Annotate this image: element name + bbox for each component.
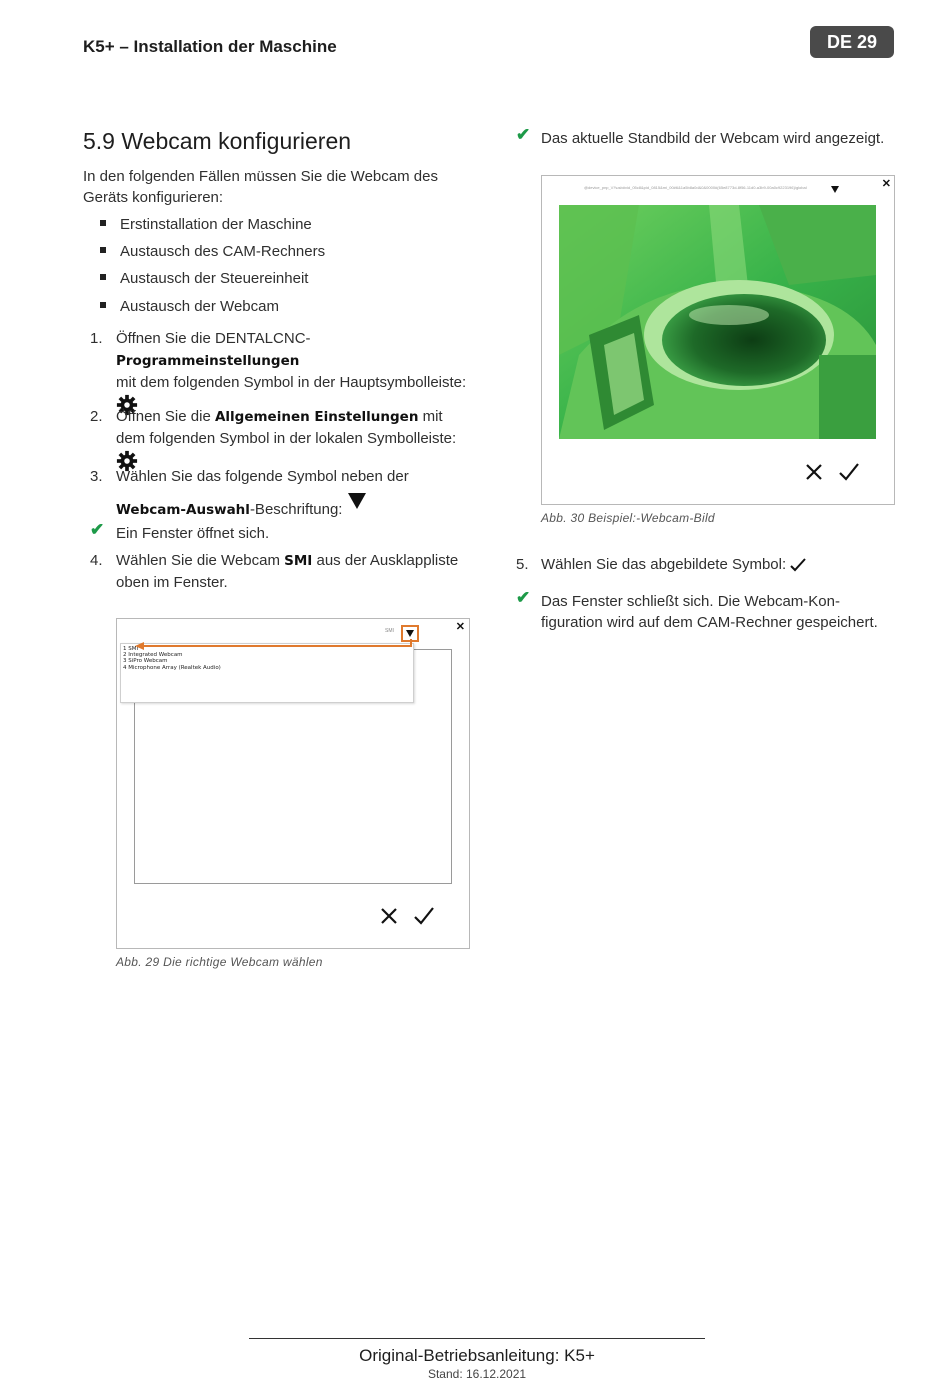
step-2: 2. Öffnen Sie die Allgemeinen Einstellungen mit dem folgenden Symbol in der lokalen Symbolleiste: [90,406,470,472]
check-icon: ✔ [90,520,105,539]
list-item: Austausch der Steuereinheit [100,268,308,289]
dropdown-option[interactable]: 3 SiPro Webcam [123,658,168,665]
cancel-x-icon[interactable] [379,906,399,926]
triangle-down-icon[interactable] [830,185,840,194]
page-number-badge: DE 29 [810,26,894,58]
cancel-x-icon[interactable] [804,462,824,482]
webcam-image-window [541,175,895,505]
confirm-check-icon[interactable] [838,462,860,482]
intro-paragraph: In den folgenden Fällen müssen Sie die Webcam des Geräts konfigurieren: [83,168,438,206]
list-item: Austausch des CAM-Rechners [100,241,325,262]
dropdown-option[interactable]: 2 Integrated Webcam [123,652,183,659]
dropdown-option[interactable]: 4 Microphone Array (Realtek Audio) [123,664,221,671]
step-5-number: 5. [516,556,529,573]
device-path-label: @device_pnp_\\?\usb#vid_05c8&pid_0815&mi_00#6&1a5b8a0d&0&0000#{65e8773d-8f56-11d0-a3b9-00a0c9223196}\global [584,185,807,190]
figure-caption: Abb. 30 Beispiel:-Webcam-Bild [541,511,715,525]
confirm-check-icon[interactable] [413,906,435,926]
close-icon[interactable]: ✕ [455,621,465,633]
figure-caption: Abb. 29 Die richtige Webcam wählen [116,955,323,969]
step-3: 3. Wählen Sie das folgende Symbol neben der Webcam-Auswahl-Beschriftung: [90,468,409,518]
list-item: Austausch der Webcam [100,296,279,317]
close-icon[interactable]: ✕ [881,178,891,190]
step-3-result: Ein Fenster öffnet sich. [116,525,270,542]
step-1: 1. Öffnen Sie die DENTALCNC-Programmeinstellungen mit dem folgenden Symbol in der Hauptsymbolleiste: [90,328,470,416]
highlight-arrow [117,619,469,679]
footer-date: Stand: 16.12.2021 [427,1367,527,1381]
footer-divider [249,1338,705,1339]
list-item: Erstinstallation der Maschine [100,214,312,235]
webcam-select-window [116,618,470,949]
dropdown-option[interactable]: 1 SMI [123,646,139,652]
step-5: Wählen Sie das abgebildete Symbol: [541,554,806,575]
section-heading: 5.9 Webcam konfigurieren [83,128,352,154]
check-icon: ✔ [516,588,531,607]
webcam-still-image [559,205,876,439]
selected-webcam-label: SMI [385,628,394,634]
step-4: 4. Wählen Sie die Webcam SMI aus der Ausklappliste oben im Fenster. [90,552,459,591]
triangle-down-icon [347,492,367,510]
step-5-result: Das Fenster schließt sich. Die Webcam-Kon-figuration wird auf dem CAM-Rechner gespeichert. [541,593,878,631]
result-text: Das aktuelle Standbild der Webcam wird angezeigt. [541,130,885,147]
running-header: K5+ – Installation der Maschine [83,37,337,56]
checkmark-icon [790,558,806,572]
check-icon: ✔ [516,125,531,144]
footer-title: Original-Betriebsanleitung: K5+ [359,1346,595,1365]
